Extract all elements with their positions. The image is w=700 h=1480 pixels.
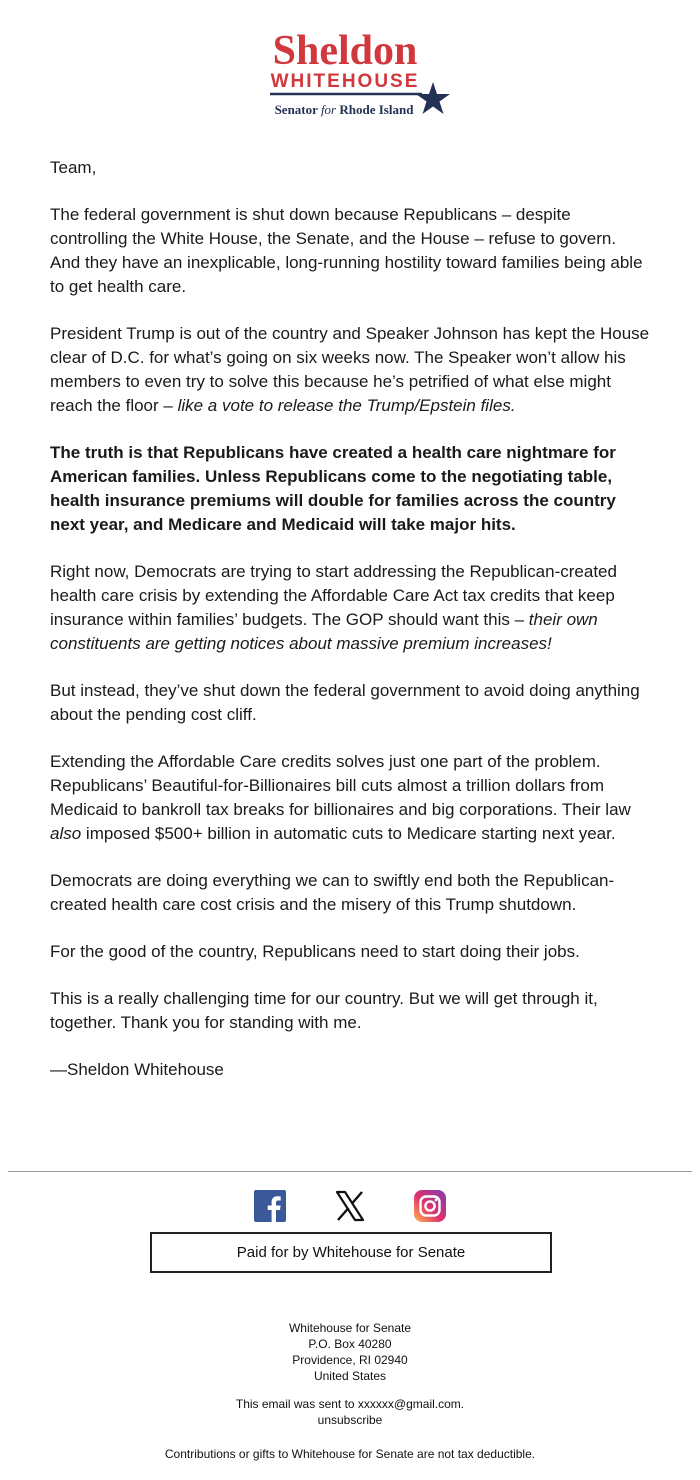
paragraph-4: Right now, Democrats are trying to start addressing the Republican-created health care crisis by extending the Affordable Care Act tax credits that keep insurance within families’ budgets. The GOP should want this – their own constituents are getting notices about massive premium increases! — [50, 562, 617, 653]
star-icon — [416, 82, 450, 114]
social-links — [0, 1190, 700, 1224]
email-footer — [0, 1320, 700, 1462]
paragraph-2: President Trump is out of the country and Speaker Johnson has kept the House clear of D.C. for what’s going on six weeks now. The Speaker won’t allow his members to even try to solve this because he’s petrified of what else might reach the floor – like a vote to release the Trump/Epstein files. — [50, 324, 650, 415]
address-box: P.O. Box 40280 — [308, 1337, 392, 1351]
sent-to-notice: This email was sent to xxxxxx@gmail.com. — [235, 1397, 465, 1411]
logo-graphic — [230, 26, 470, 126]
paragraph-8: For the good of the country, Republicans need to start doing their jobs. — [50, 942, 580, 961]
logo-last-name: WHITEHOUSE — [270, 71, 420, 92]
greeting: Team, — [50, 158, 97, 177]
x-icon[interactable] — [334, 1190, 366, 1222]
logo-tagline: Senator for Rhode Island — [274, 102, 414, 117]
address-country: United States — [313, 1369, 387, 1383]
instagram-icon[interactable] — [414, 1190, 446, 1222]
paragraph-9: This is a really challenging time for our country. But we will get through it, together. Thank you for standing with me. — [50, 989, 598, 1032]
address-name: Whitehouse for Senate — [288, 1321, 412, 1335]
paragraph-5: But instead, they’ve shut down the federal government to avoid doing anything about the pending cost cliff. — [50, 681, 640, 724]
logo-first-name: Sheldon — [272, 28, 418, 74]
footer-divider — [8, 1171, 692, 1172]
paid-for-disclaimer: Paid for by Whitehouse for Senate — [150, 1232, 552, 1273]
address-city: Providence, RI 02940 — [292, 1353, 408, 1367]
unsubscribe-link[interactable]: unsubscribe — [317, 1413, 383, 1427]
tax-disclaimer: Contributions or gifts to Whitehouse for Senate are not tax deductible. — [164, 1447, 536, 1461]
campaign-logo — [0, 26, 700, 126]
facebook-icon[interactable] — [254, 1190, 286, 1222]
signature: —Sheldon Whitehouse — [50, 1060, 224, 1079]
paragraph-1: The federal government is shut down because Republicans – despite controlling the White House, the Senate, and the House – refuse to govern. And they have an inexplicable, long-running hostility toward families being able to get health care. — [50, 205, 643, 296]
paragraph-6: Extending the Affordable Care credits solves just one part of the problem. Republicans’ Beautiful-for-Billionaires bill cuts almost a trillion dollars from Medicaid to bankroll tax breaks for billionaires and big corporations. Their law also imposed $500+ billion in automatic cuts to Medicare starting next year. — [50, 752, 631, 843]
paragraph-7: Democrats are doing everything we can to swiftly end both the Republican-created health care cost crisis and the misery of this Trump shutdown. — [50, 871, 615, 914]
email-body — [50, 156, 650, 1105]
mailing-address — [0, 1320, 700, 1384]
paragraph-3-bold: The truth is that Republicans have created a health care nightmare for American families. Unless Republicans come to the negotiating table, health insurance premiums will double for families across the country next year, and Medicare and Medicaid will take major hits. — [50, 443, 616, 534]
